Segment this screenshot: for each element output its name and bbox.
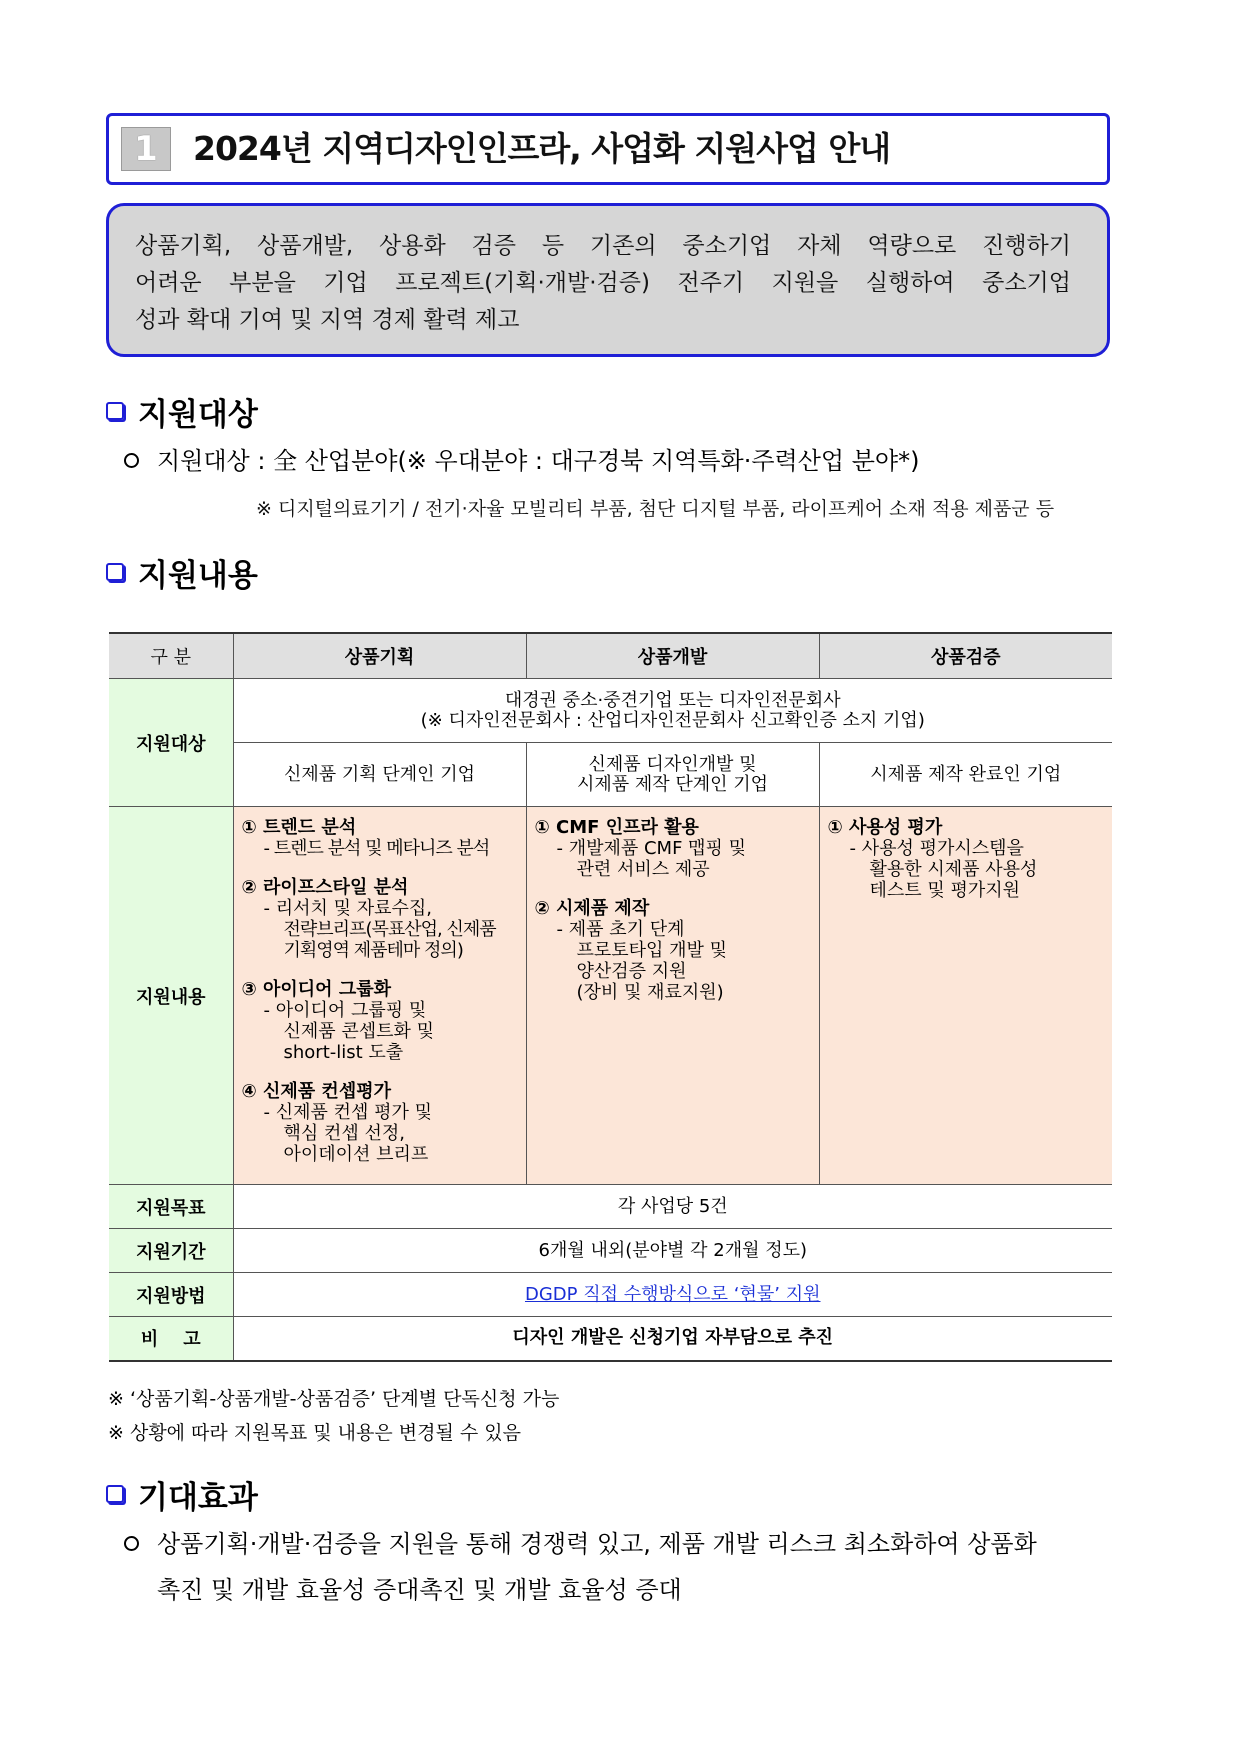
verification-item-1-line-2: 활용한 시제품 사용성 (869, 859, 1038, 880)
method-cell (233, 1273, 1112, 1317)
development-item-2-line-3: 양산검증 지원 (576, 961, 687, 982)
target-development-cell (526, 743, 819, 807)
remark-value: 디자인 개발은 신청기업 자부담으로 추진 (233, 1317, 1112, 1361)
square-bullet-icon (106, 1485, 124, 1503)
development-item-1-line-1: - 개발제품 CMF 맵핑 및 (556, 838, 747, 859)
title-box (106, 113, 1110, 185)
planning-item-3-line-2: 신제품 콘셉트화 및 (283, 1021, 435, 1042)
planning-item-4-title: ④ 신제품 컨셉평가 (241, 1081, 391, 1102)
table-header-development: 상품개발 (526, 633, 819, 679)
summary-line-1: 상품기획, 상품개발, 상용화 검증 등 기존의 중소기업 자체 역량으로 진행하기 (135, 233, 1071, 259)
planning-item-2-title: ② 라이프스타일 분석 (241, 877, 409, 898)
section-title: 지원대상 (138, 396, 258, 433)
target-development-line-1: 신제품 디자인개발 및 (588, 753, 757, 775)
target-development-line-2: 시제품 제작 단계인 기업 (576, 773, 769, 795)
support-table (109, 632, 1112, 1362)
verification-item-1-line-3: 테스트 및 평가지원 (869, 880, 1021, 901)
content-verification-cell (819, 807, 1112, 1185)
content-planning-cell (233, 807, 526, 1185)
summary-line-3: 성과 확대 기여 및 지역 경제 활력 제고 (135, 307, 520, 333)
target-verification-cell: 시제품 제작 완료인 기업 (819, 743, 1112, 807)
development-item-1-title: ① CMF 인프라 활용 (534, 817, 699, 838)
row-label-target: 지원대상 (109, 679, 233, 807)
row-label-remark: 비 고 (109, 1317, 233, 1361)
method-link[interactable]: DGDP 직접 수행방식으로 ‘현물’ 지원 (524, 1283, 821, 1305)
footnote-1: ※ ‘상품기획-상품개발-상품검증’ 단계별 단독신청 가능 (108, 1388, 560, 1410)
planning-item-3-line-1: - 아이디어 그룹핑 및 (263, 1000, 427, 1021)
effect-bullet (124, 1527, 1037, 1561)
target-common-line-2: (※ 디자인전문회사 : 산업디자인전문회사 신고확인증 소지 기업) (420, 709, 925, 731)
planning-item-2-line-1: - 리서치 및 자료수집, (263, 898, 432, 919)
planning-item-1-title: ① 트렌드 분석 (241, 817, 357, 838)
target-planning-cell: 신제품 기획 단계인 기업 (233, 743, 526, 807)
planning-item-2-line-2: 전략브리프(목표산업, 신제품 (283, 919, 496, 940)
table-header-planning: 상품기획 (233, 633, 526, 679)
section-heading-target (106, 391, 258, 431)
square-bullet-icon (106, 563, 124, 581)
row-label-method: 지원방법 (109, 1273, 233, 1317)
row-label-period: 지원기간 (109, 1229, 233, 1273)
development-item-2-line-2: 프로토타입 개발 및 (576, 940, 728, 961)
content-development-cell (526, 807, 819, 1185)
circle-bullet-icon (124, 1536, 139, 1551)
effect-bullet-line-2: 촉진 및 개발 효율성 증대촉진 및 개발 효율성 증대 (157, 1576, 682, 1604)
verification-item-1-line-1: - 사용성 평가시스템을 (849, 838, 1024, 859)
period-value: 6개월 내외(분야별 각 2개월 정도) (233, 1229, 1112, 1273)
row-label-content: 지원내용 (109, 807, 233, 1185)
target-bullet (124, 444, 919, 478)
section-title: 지원내용 (138, 557, 258, 594)
target-bullet-text: 지원대상 : 全 산업분야(※ 우대분야 : 대구경북 지역특화·주력산업 분야*) (157, 447, 920, 475)
planning-item-4-line-3: 아이데이션 브리프 (283, 1144, 429, 1165)
summary-box (106, 203, 1110, 357)
section-heading-content (106, 552, 258, 592)
table-header-verification: 상품검증 (819, 633, 1112, 679)
page-title: 2024년 지역디자인인프라, 사업화 지원사업 안내 (193, 129, 891, 168)
target-common-line-1: 대경권 중소·중견기업 또는 디자인전문회사 (504, 689, 841, 711)
section-title: 기대효과 (138, 1479, 258, 1516)
planning-item-2-line-3: 기획영역 제품테마 정의) (283, 940, 463, 961)
row-label-goal: 지원목표 (109, 1185, 233, 1229)
circle-bullet-icon (124, 453, 139, 468)
planning-item-3-title: ③ 아이디어 그룹화 (241, 979, 391, 1000)
target-common-cell (233, 679, 1112, 743)
goal-value: 각 사업당 5건 (233, 1185, 1112, 1229)
table-header-category: 구 분 (109, 633, 233, 679)
planning-item-4-line-2: 핵심 컨셉 선정, (283, 1123, 405, 1144)
footnote-2: ※ 상황에 따라 지원목표 및 내용은 변경될 수 있음 (108, 1422, 521, 1444)
planning-item-3-line-3: short-list 도출 (283, 1042, 404, 1063)
development-item-2-line-4: (장비 및 재료지원) (576, 982, 724, 1003)
development-item-1-line-2: 관련 서비스 제공 (576, 859, 710, 880)
effect-bullet-line-1: 상품기획·개발·검증을 지원을 통해 경쟁력 있고, 제품 개발 리스크 최소화하여 상품화 (157, 1530, 1037, 1558)
square-bullet-icon (106, 402, 124, 420)
title-number-badge: 1 (121, 127, 171, 171)
planning-item-1-line-1: - 트렌드 분석 및 메타니즈 분석 (263, 838, 490, 859)
development-item-2-title: ② 시제품 제작 (534, 898, 650, 919)
development-item-2-line-1: - 제품 초기 단계 (556, 919, 685, 940)
summary-line-2: 어려운 부분을 기업 프로젝트(기획·개발·검증) 전주기 지원을 실행하여 중소기업 (135, 270, 1071, 296)
planning-item-4-line-1: - 신제품 컨셉 평가 및 (263, 1102, 432, 1123)
section-heading-effect (106, 1474, 258, 1514)
target-note: ※ 디지털의료기기 / 전기·자율 모빌리티 부품, 첨단 디지털 부품, 라이프케어 소재 적용 제품군 등 (256, 498, 1055, 520)
verification-item-1-title: ① 사용성 평가 (827, 817, 943, 838)
